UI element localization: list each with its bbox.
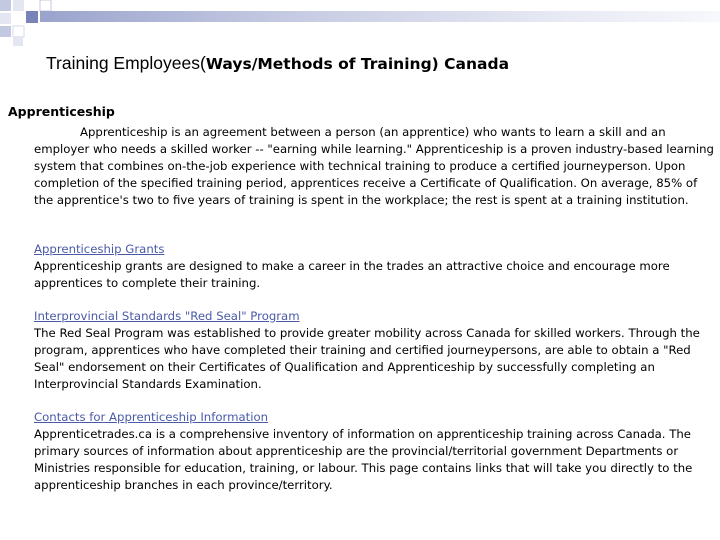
apprenticeship-grants-section xyxy=(34,241,718,292)
red-seal-program-text: The Red Seal Program was established to provide greater mobility across Canada for skilled workers. Through the program, apprentices who have completed their training and certified journeypersons, are able to obtain a "Red Seal" endorsement on their Certificates of Qualification and Apprenticeship by successfully completing an Interprovincial Standards Examination. xyxy=(34,326,700,391)
contacts-link[interactable]: Contacts for Apprenticeship Information xyxy=(34,410,269,424)
decorative-corner-squares xyxy=(0,0,60,46)
section-heading: Apprenticeship xyxy=(8,104,115,119)
title-bold: Ways/Methods of Training) Canada xyxy=(205,55,510,73)
intro-paragraph: Apprenticeship is an agreement between a person (an apprentice) who wants to learn a skill and an employer who needs a skilled worker -- "earning while learning." Apprenticeship is a proven industry-based learning system that combines on-the-job experience with technical training to produce a certified journeyperson. Upon completion of the specified training period, apprentices receive a Certificate of Qualification. On average, 85% of the apprentice's two to five years of training is spent in the workplace; the rest is spent at a training institution. xyxy=(34,125,714,207)
contacts-section xyxy=(34,409,718,494)
title-bar-rule xyxy=(40,11,720,22)
contacts-text: Apprenticetrades.ca is a comprehensive inventory of information on apprenticeship training across Canada. The primary sources of information about apprenticeship are the provincial/territorial government Departments or Ministries responsible for education, training, or labour. This page contains links that will take you directly to the apprenticeship branches in each province/territory. xyxy=(34,427,693,492)
red-seal-section xyxy=(34,308,718,393)
slide-title xyxy=(46,53,509,74)
apprenticeship-grants-link[interactable]: Apprenticeship Grants xyxy=(34,242,165,256)
title-regular: Training Employees( xyxy=(46,53,206,73)
red-seal-program-link[interactable]: Interprovincial Standards "Red Seal" Program xyxy=(34,309,300,323)
apprenticeship-grants-text: Apprenticeship grants are designed to make a career in the trades an attractive choice and encourage more apprentices to complete their training. xyxy=(34,259,670,290)
